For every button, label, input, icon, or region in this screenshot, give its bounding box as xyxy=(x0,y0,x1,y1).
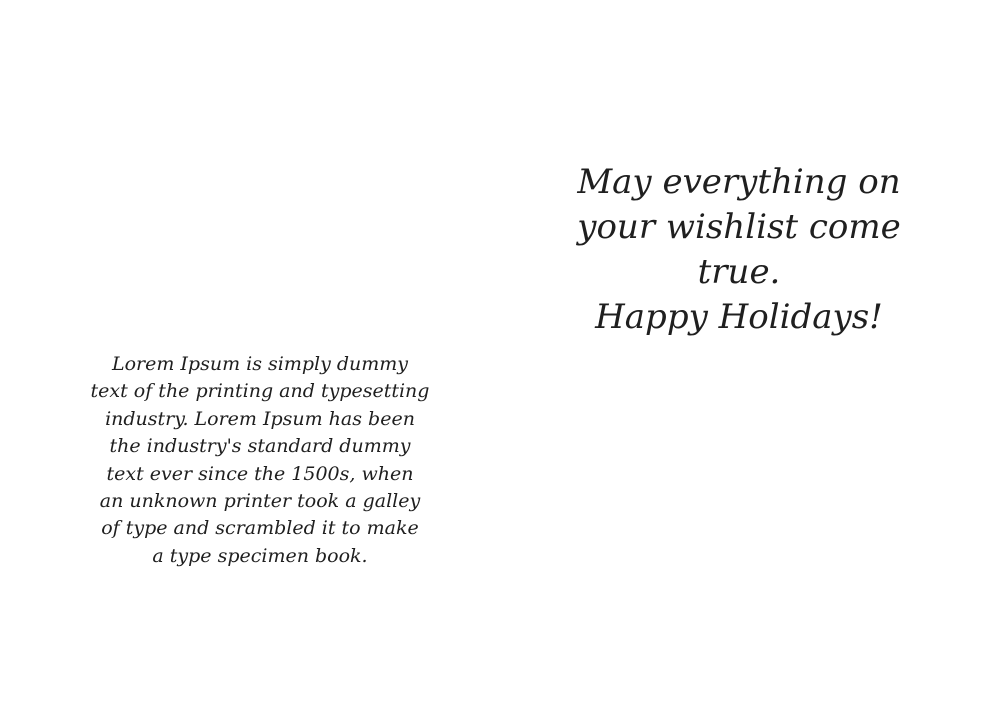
greeting-line: true. xyxy=(697,252,781,292)
greeting-message xyxy=(530,160,948,340)
card-inside-right xyxy=(500,0,1000,707)
greeting-line: May everything on xyxy=(577,162,901,202)
greeting-line: your wishlist come xyxy=(577,207,901,247)
body-text-line: the industry's standard dummy xyxy=(109,435,411,458)
body-text-line: a type specimen book. xyxy=(152,544,368,567)
body-text-line: of type and scrambled it to make xyxy=(101,517,419,540)
body-text-line: text ever since the 1500s, when xyxy=(106,462,414,485)
body-text-line: an unknown printer took a galley xyxy=(99,490,421,513)
body-text-line: Lorem Ipsum is simply dummy xyxy=(111,353,409,375)
greeting-line: Happy Holidays! xyxy=(595,297,883,337)
body-text xyxy=(30,351,490,570)
body-text-line: text of the printing and typesetting xyxy=(90,380,430,403)
body-text-line: industry. Lorem Ipsum has been xyxy=(105,407,415,430)
